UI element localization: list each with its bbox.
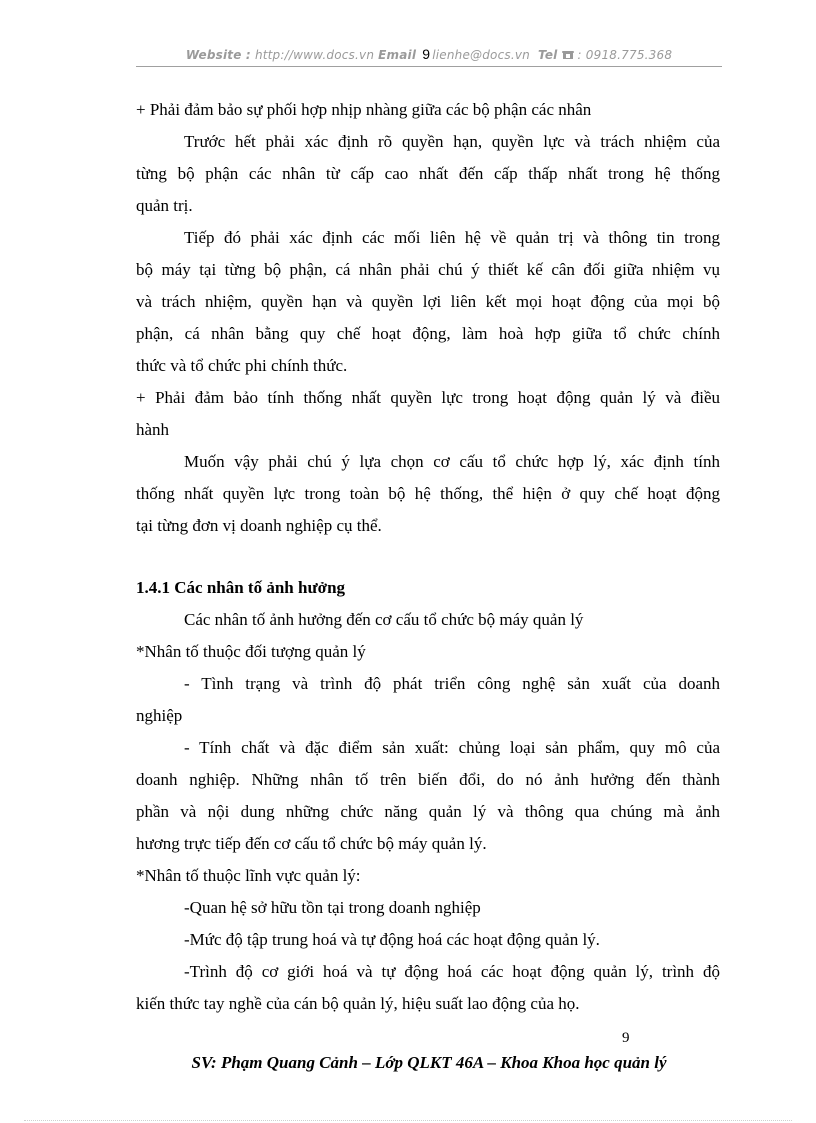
text-line: bộ máy tại từng bộ phận, cá nhân phải chú ý thiết kế cân đối giữa nhiệm vụ [136,260,720,279]
page-number: 9 [622,1030,630,1046]
page-header [136,46,722,66]
text-line: - Tình trạng và trình độ phát triển công nghệ sản xuất của doanh [184,674,720,693]
text-line: hành [136,420,170,439]
tel-label: Tel [538,48,558,62]
document-body [136,94,720,1020]
text-line: từng bộ phận các nhân từ cấp cao nhất đến cấp thấp nhất trong hệ thống [136,164,720,183]
header-page-marker: 9 [422,46,431,62]
text-line: + Phải đảm bảo tính thống nhất quyền lực trong hoạt động quản lý và điều [136,388,720,407]
text-line: hương trực tiếp đến cơ cấu tổ chức bộ máy quản lý. [136,834,487,853]
text-line: quản trị. [136,196,193,215]
website-label: Website : [185,48,251,62]
text-line: Muốn vậy phải chú ý lựa chọn cơ cấu tổ chức hợp lý, xác định tính [184,452,720,471]
text-line: doanh nghiệp. Những nhân tố trên biến đổi, do nó ảnh hưởng đến thành [136,770,720,789]
tel-separator: : [577,48,582,62]
phone-number: 0918.775.368 [585,48,673,62]
phone-icon [562,48,578,62]
header-divider [136,66,722,67]
text-line: tại từng đơn vị doanh nghiệp cụ thể. [136,516,382,535]
text-line: Các nhân tố ảnh hưởng đến cơ cấu tổ chức bộ máy quản lý [184,610,584,629]
page-footer: SV: Phạm Quang Cảnh – Lớp QLKT 46A – Khoa Khoa học quản lý [191,1053,667,1072]
text-line: -Trình độ cơ giới hoá và tự động hoá các hoạt động quản lý, trình độ [184,962,720,981]
page-edge-divider [24,1120,792,1121]
text-line: và trách nhiệm, quyền hạn và quyền lợi liên kết mọi hoạt động của mọi bộ [136,292,720,311]
text-line: Trước hết phải xác định rõ quyền hạn, quyền lực và trách nhiệm của [184,132,720,151]
text-line: Tiếp đó phải xác định các mối liên hệ về quản trị và thông tin trong [184,228,720,247]
text-line: -Mức độ tập trung hoá và tự động hoá các hoạt động quản lý. [184,930,600,949]
text-line: phận, cá nhân bằng quy chế hoạt động, làm hoà hợp giữa tổ chức chính [136,324,720,343]
text-line: thống nhất quyền lực trong toàn bộ hệ thống, thể hiện ở quy chế hoạt động [136,484,720,503]
text-line: *Nhân tố thuộc đối tượng quản lý [136,642,366,661]
paragraph-gap [136,542,720,572]
text-line: + Phải đảm bảo sự phối hợp nhịp nhàng giữa các bộ phận các nhân [136,100,592,119]
website-url[interactable]: http://www.docs.vn [254,48,375,62]
text-line: -Quan hệ sở hữu tồn tại trong doanh nghiệp [184,898,481,917]
email-address[interactable]: lienhe@docs.vn [432,48,530,62]
text-line: phần và nội dung những chức năng quản lý và thông qua chúng mà ảnh [136,802,720,821]
email-label: Email [378,48,417,62]
text-line: thức và tổ chức phi chính thức. [136,356,348,375]
text-line: *Nhân tố thuộc lĩnh vực quản lý: [136,866,361,885]
section-heading: 1.4.1 Các nhân tố ảnh hưởng [136,578,346,597]
text-line: nghiệp [136,706,183,725]
text-line: kiến thức tay nghề của cán bộ quản lý, hiệu suất lao động của họ. [136,994,580,1013]
text-line: - Tính chất và đặc điểm sản xuất: chủng loại sản phẩm, quy mô của [184,738,720,757]
